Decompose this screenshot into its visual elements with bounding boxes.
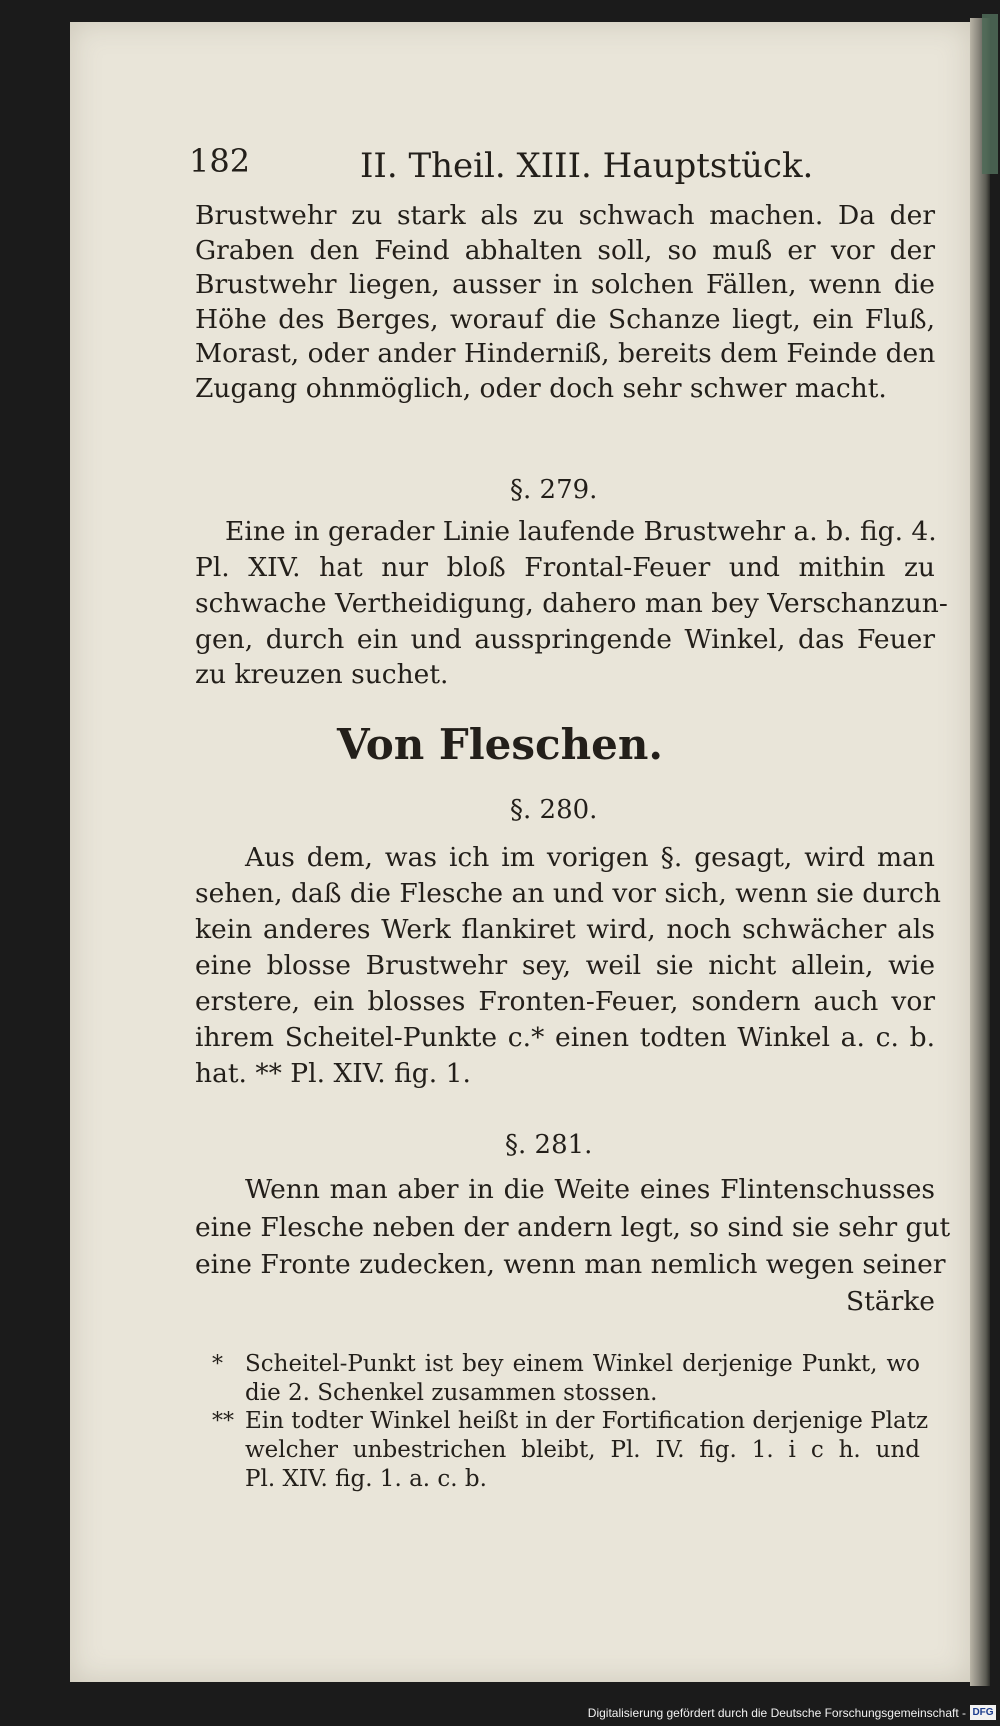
text-line: Graben den Feind abhalten soll, so muß er vor der (195, 235, 935, 266)
text-line: hat. ** Pl. XIV. fig. 1. (195, 1058, 471, 1089)
footnote-marker: ** (212, 1409, 234, 1434)
text-line: Brustwehr zu stark als zu schwach machen. Da der (195, 200, 935, 231)
text-line: Eine in gerader Linie laufende Brustwehr a. b. fig. 4. (225, 516, 937, 547)
digitization-credit: Digitalisierung gefördert durch die Deutsche Forschungsgemeinschaft - (587, 1706, 966, 1720)
text-line: eine Flesche neben der andern legt, so sind sie sehr gut (195, 1212, 951, 1243)
text-line: ihrem Scheitel-Punkte c.* einen todten Winkel a. c. b. (195, 1022, 935, 1053)
text-line: schwache Vertheidigung, dahero man bey Verschanzun- (195, 588, 948, 619)
text-line: zu kreuzen suchet. (195, 659, 449, 690)
section-number: §. 280. (510, 795, 598, 825)
catchword: Stärke (845, 1286, 935, 1317)
text-line: gen, durch ein und ausspringende Winkel, das Feuer (195, 624, 935, 655)
page-number: 182 (189, 142, 251, 180)
text-line: eine blosse Brustwehr sey, weil sie nicht allein, wie (195, 950, 935, 981)
text-line: Brustwehr liegen, ausser in solchen Fällen, wenn die (195, 269, 935, 300)
footnote-marker: * (212, 1352, 223, 1377)
dfg-logo: DFG (970, 1705, 996, 1720)
section-number: §. 281. (505, 1130, 593, 1160)
page-edge (970, 18, 990, 1686)
text-line: Pl. XIV. hat nur bloß Frontal-Feuer und mithin zu (195, 552, 935, 583)
text-line: erstere, ein blosses Fronten-Feuer, sondern auch vor (195, 986, 935, 1017)
footnote-line: welcher unbestrichen bleibt, Pl. IV. fig. 1. i c h. und (245, 1437, 920, 1463)
section-heading: Von Fleschen. (336, 720, 664, 769)
text-line: sehen, daß die Flesche an und vor sich, wenn sie durch (195, 878, 941, 909)
text-line: Wenn man aber in die Weite eines Flintenschusses (245, 1174, 935, 1205)
footnote-line: Scheitel-Punkt ist bey einem Winkel derjenige Punkt, wo (245, 1351, 920, 1377)
footnote-line: Ein todter Winkel heißt in der Fortification derjenige Platz (245, 1408, 929, 1434)
footnote-line: die 2. Schenkel zusammen stossen. (245, 1380, 658, 1406)
text-line: Zugang ohnmöglich, oder doch sehr schwer macht. (195, 373, 887, 404)
text-line: Morast, oder ander Hinderniß, bereits dem Feinde den (195, 338, 936, 369)
text-line: Höhe des Berges, worauf die Schanze liegt, ein Fluß, (195, 304, 935, 335)
section-number: §. 279. (510, 475, 598, 505)
binding-edge (982, 14, 998, 174)
footnote-line: Pl. XIV. fig. 1. a. c. b. (245, 1466, 487, 1492)
running-title: II. Theil. XIII. Hauptstück. (360, 146, 814, 186)
text-line: Aus dem, was ich im vorigen §. gesagt, wird man (245, 842, 935, 873)
text-line: kein anderes Werk flankiret wird, noch schwächer als (195, 914, 935, 945)
text-line: eine Fronte zudecken, wenn man nemlich wegen seiner (195, 1249, 946, 1280)
